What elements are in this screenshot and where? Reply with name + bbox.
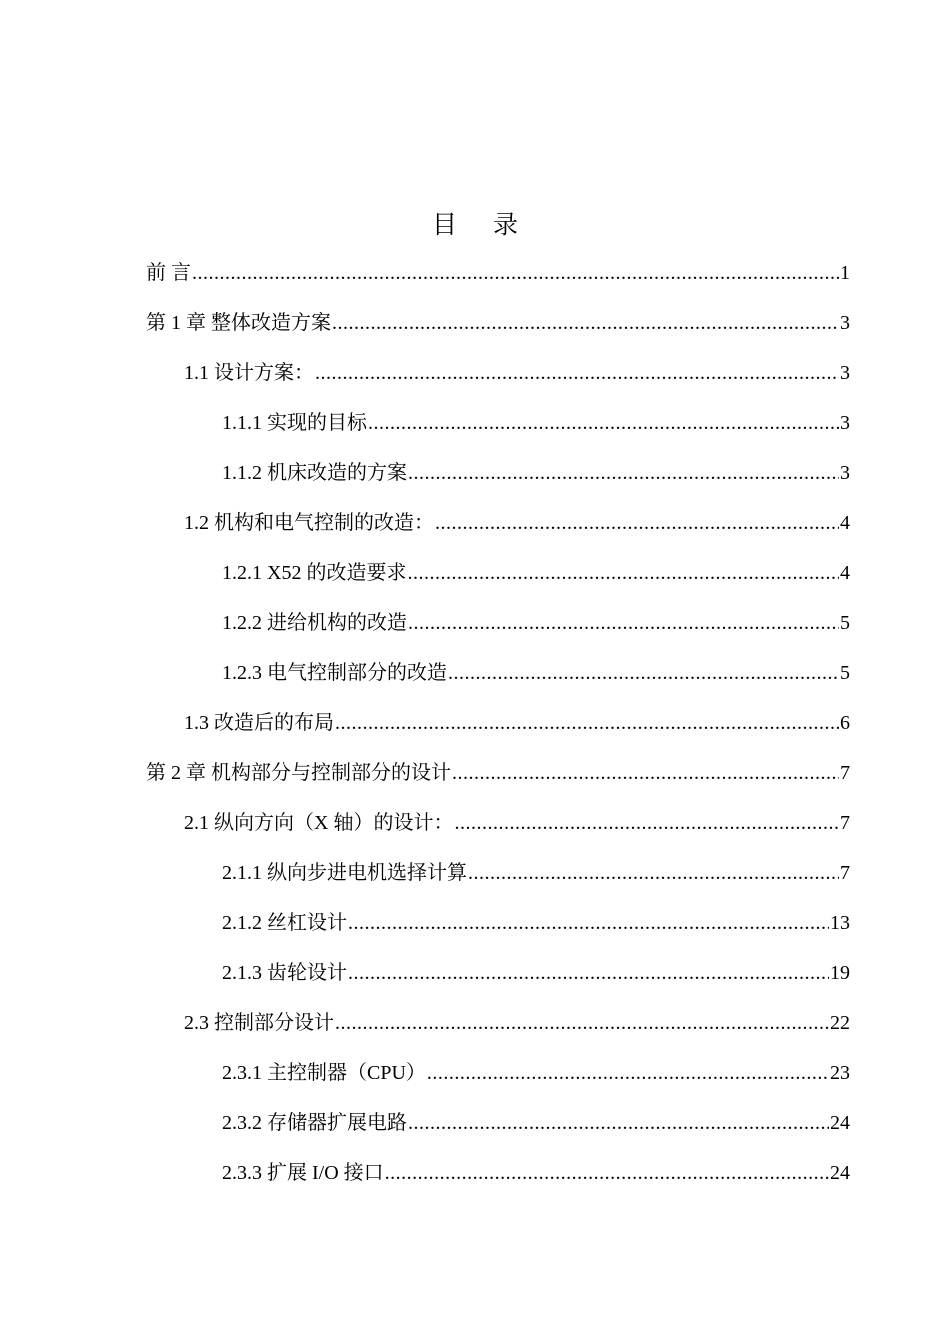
toc-entry[interactable] [146,558,850,608]
toc-entry[interactable] [146,908,850,958]
toc-leader-dots [408,1108,829,1138]
toc-entry-text: 2.3.3 扩展 I/O 接口 [222,1162,384,1184]
toc-entry[interactable] [146,308,850,358]
toc-leader-dots [385,1158,829,1188]
toc-leader-dots [407,558,839,588]
toc-entry-text: 2.3.1 主控制器（CPU） [222,1062,426,1084]
toc-leader-dots [408,608,839,638]
toc-entry[interactable] [146,258,850,308]
toc-entry-page: 19 [830,962,850,984]
toc-entry-page: 22 [830,1012,850,1034]
toc-entry-text: 2.1.3 齿轮设计 [222,962,347,984]
toc-entry-text: 1.1.1 实现的目标 [222,412,367,434]
toc-entry-text: 1.1 设计方案： [184,362,314,384]
toc-entry-text: 1.2.3 电气控制部分的改造 [222,662,447,684]
toc-entry[interactable] [146,1108,850,1158]
toc-entry[interactable] [146,608,850,658]
toc-entry-text: 第 1 章 整体改造方案 [146,312,331,334]
toc-entry-page: 3 [840,362,850,384]
toc-leader-dots [454,808,839,838]
toc-entry-page: 3 [840,462,850,484]
toc-leader-dots [348,908,829,938]
toc-entry-text: 2.1 纵向方向（X 轴）的设计： [184,812,454,834]
toc-leader-dots [468,858,839,888]
toc-entry-page: 1 [840,262,850,284]
toc-entry[interactable] [146,958,850,1008]
toc-entry[interactable] [146,658,850,708]
toc-entry[interactable] [146,408,850,458]
toc-leader-dots [452,758,839,788]
toc-entry-text: 前 言 [146,262,191,284]
toc-entry-page: 4 [840,562,850,584]
toc-entry-text: 2.1.1 纵向步进电机选择计算 [222,862,467,884]
toc-leader-dots [192,258,839,288]
toc-list [146,258,850,1208]
toc-entry-page: 7 [840,762,850,784]
toc-entry-text: 1.1.2 机床改造的方案 [222,462,407,484]
toc-entry-text: 2.3.2 存储器扩展电路 [222,1112,407,1134]
toc-entry-text: 2.1.2 丝杠设计 [222,912,347,934]
toc-entry-page: 5 [840,662,850,684]
toc-entry-page: 23 [830,1062,850,1084]
toc-entry[interactable] [146,1008,850,1058]
toc-entry[interactable] [146,758,850,808]
toc-entry-page: 5 [840,612,850,634]
toc-leader-dots [435,508,839,538]
toc-entry-text: 1.2.2 进给机构的改造 [222,612,407,634]
toc-leader-dots [408,458,839,488]
toc-entry-page: 6 [840,712,850,734]
toc-leader-dots [332,308,839,338]
toc-entry[interactable] [146,458,850,508]
toc-entry-page: 3 [840,412,850,434]
toc-entry[interactable] [146,1058,850,1108]
toc-entry-page: 3 [840,312,850,334]
toc-entry-text: 2.3 控制部分设计 [184,1012,334,1034]
toc-entry-page: 13 [830,912,850,934]
toc-entry-text: 1.2.1 X52 的改造要求 [222,562,407,584]
toc-entry-page: 7 [840,862,850,884]
toc-leader-dots [448,658,839,688]
toc-entry[interactable] [146,358,850,408]
toc-leader-dots [335,708,839,738]
toc-leader-dots [427,1058,829,1088]
toc-entry[interactable] [146,708,850,758]
toc-leader-dots [348,958,829,988]
toc-entry[interactable] [146,858,850,908]
toc-leader-dots [335,1008,829,1038]
toc-leader-dots [368,408,839,438]
toc-entry-text: 1.2 机构和电气控制的改造： [184,512,434,534]
toc-entry-page: 4 [840,512,850,534]
toc-leader-dots [315,358,839,388]
toc-entry-page: 7 [840,812,850,834]
toc-entry[interactable] [146,508,850,558]
toc-entry-text: 1.3 改造后的布局 [184,712,334,734]
toc-entry-text: 第 2 章 机构部分与控制部分的设计 [146,762,451,784]
toc-entry-page: 24 [830,1112,850,1134]
toc-entry[interactable] [146,1158,850,1208]
toc-title: 目 录 [432,210,532,239]
toc-entry[interactable] [146,808,850,858]
toc-entry-page: 24 [830,1162,850,1184]
